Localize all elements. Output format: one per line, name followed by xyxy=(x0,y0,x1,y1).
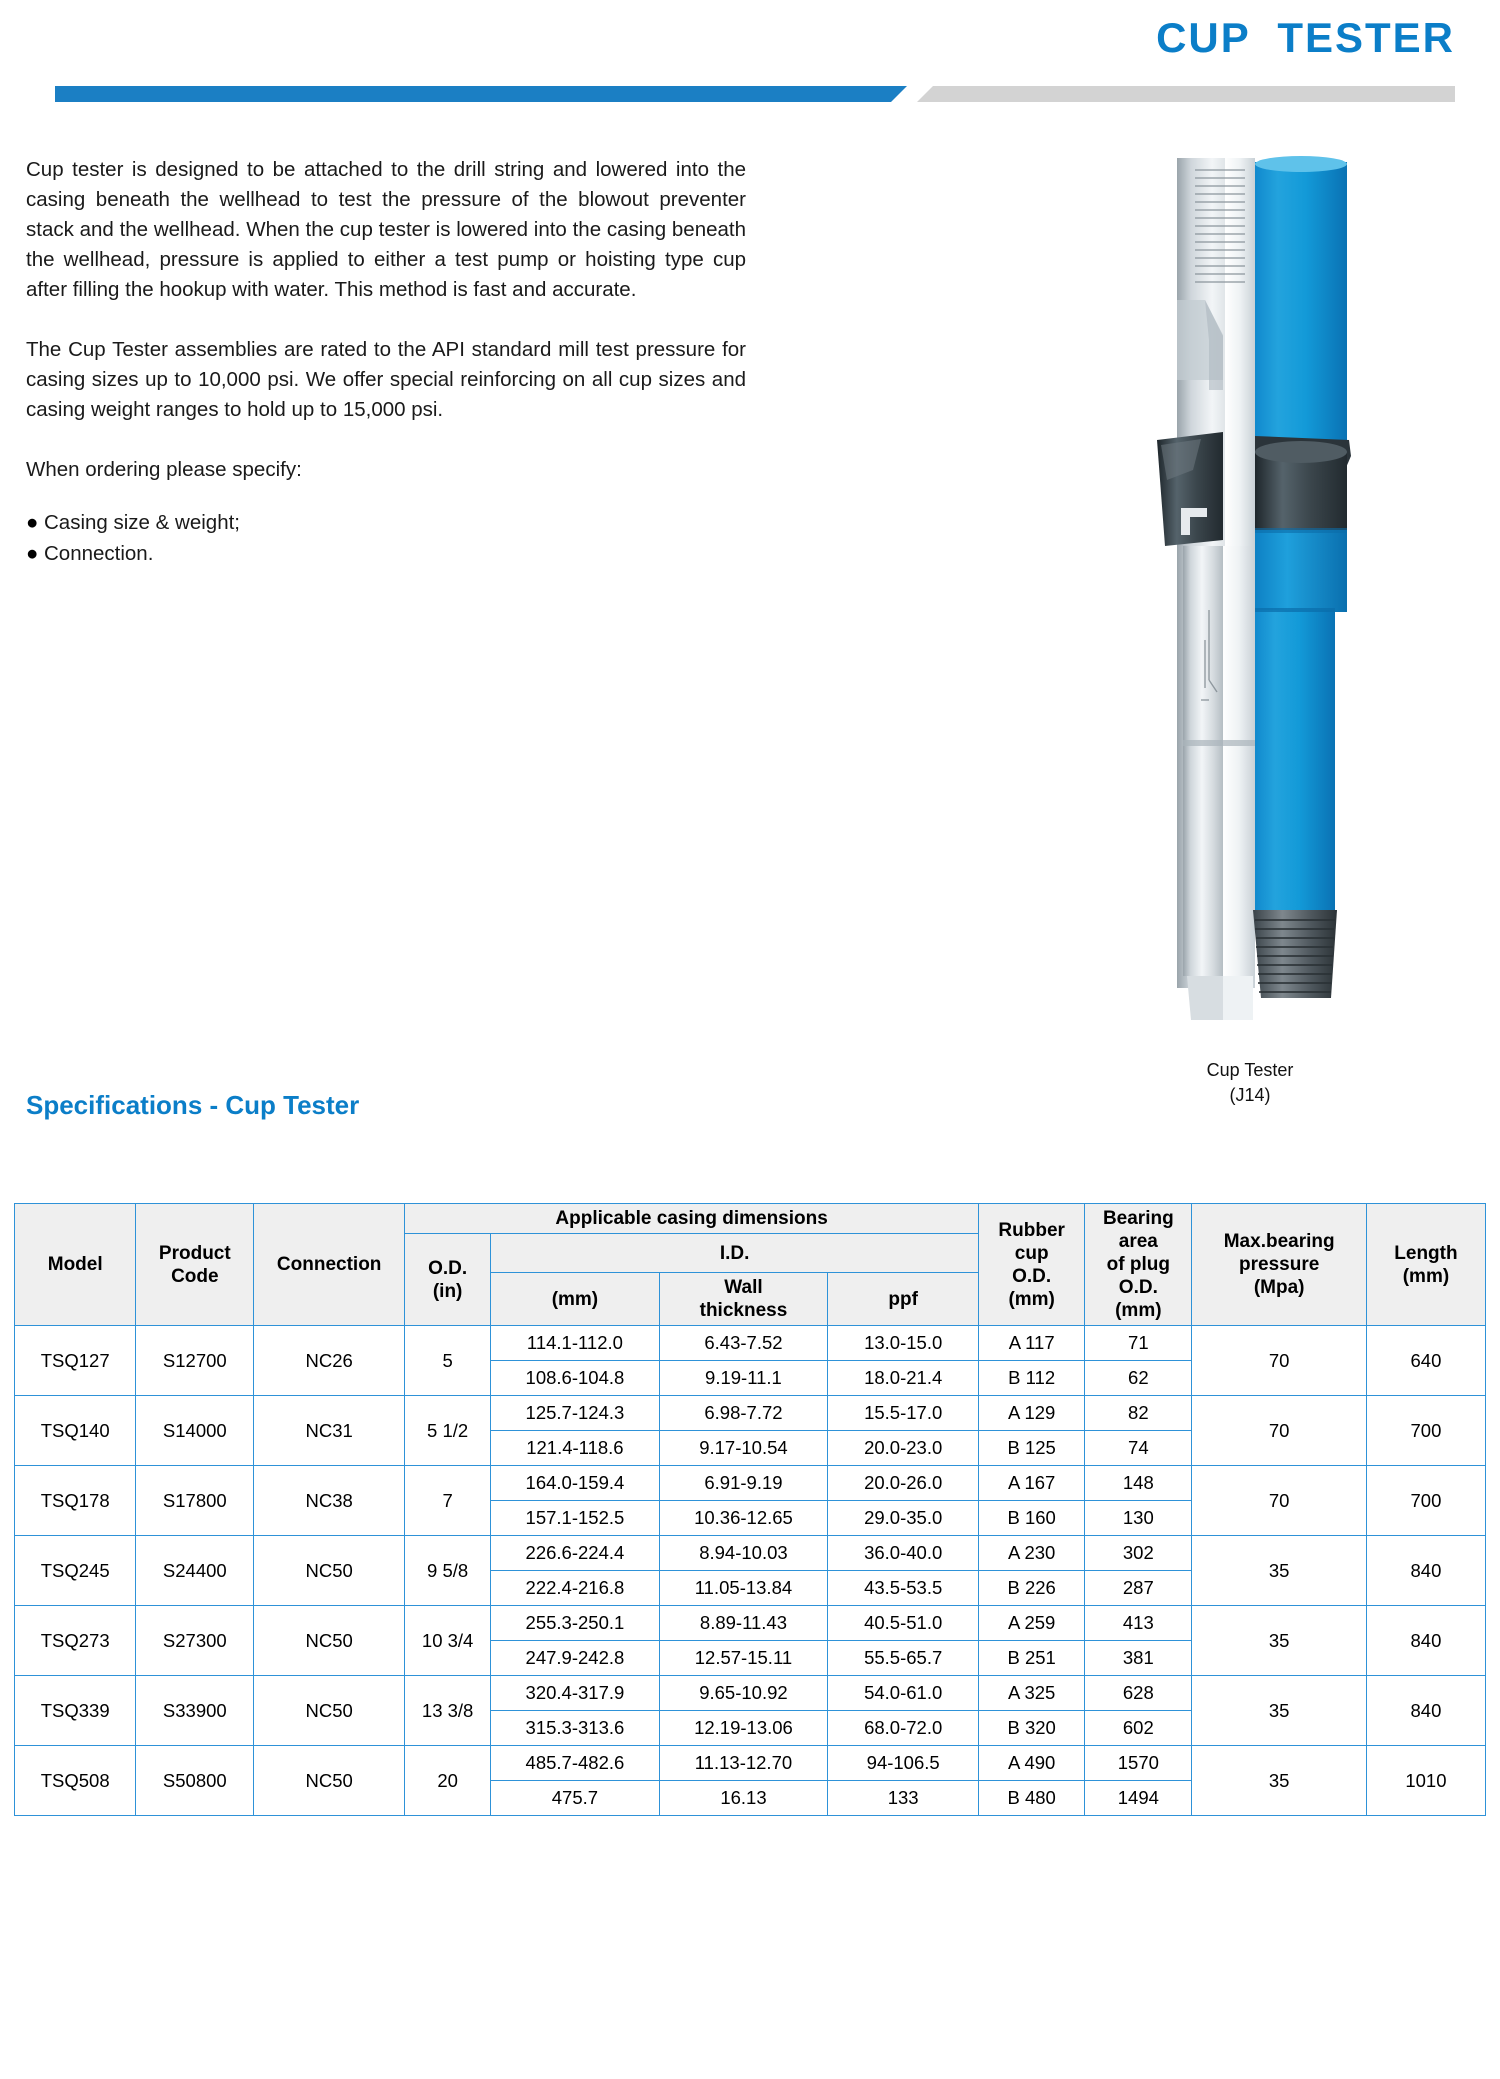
cell-casing-od: 10 3/4 xyxy=(405,1606,491,1676)
ordering-instructions-label: When ordering please specify: xyxy=(26,458,302,481)
cup-tester-illustration xyxy=(1105,140,1395,1050)
figure-caption xyxy=(1105,1058,1395,1108)
cell-connection: NC31 xyxy=(254,1396,405,1466)
column-header-rubber-cup-line3: O.D. xyxy=(1012,1265,1052,1287)
cell-model: TSQ178 xyxy=(15,1466,136,1536)
list-item-label: Casing size & weight; xyxy=(44,511,240,534)
column-header-casing-id: I.D. xyxy=(491,1234,979,1273)
column-header-rubber-cup-od xyxy=(979,1204,1085,1326)
column-header-max-bearing-pressure xyxy=(1192,1204,1366,1326)
cell-rubber-cup-od: B 480 xyxy=(979,1781,1085,1816)
cell-bearing-area: 628 xyxy=(1085,1676,1192,1711)
cell-wall-thickness: 6.43-7.52 xyxy=(659,1326,828,1361)
cell-casing-id-mm: 475.7 xyxy=(491,1781,660,1816)
cell-max-bearing-pressure: 35 xyxy=(1192,1536,1366,1606)
column-header-bearing-area-of-plug-od xyxy=(1085,1204,1192,1326)
column-header-rubber-cup-line1: Rubber xyxy=(998,1219,1065,1241)
cell-rubber-cup-od: A 167 xyxy=(979,1466,1085,1501)
table-header xyxy=(15,1204,1486,1326)
cell-max-bearing-pressure: 35 xyxy=(1192,1676,1366,1746)
cell-bearing-area: 413 xyxy=(1085,1606,1192,1641)
list-item xyxy=(26,538,746,569)
cell-rubber-cup-od: B 320 xyxy=(979,1711,1085,1746)
column-header-length xyxy=(1366,1204,1485,1326)
cell-ppf: 40.5-51.0 xyxy=(828,1606,979,1641)
cell-ppf: 43.5-53.5 xyxy=(828,1571,979,1606)
table-row xyxy=(15,1466,1486,1501)
cell-wall-thickness: 16.13 xyxy=(659,1781,828,1816)
column-header-wall-line1: Wall xyxy=(724,1277,763,1298)
cell-rubber-cup-od: B 226 xyxy=(979,1571,1085,1606)
cell-casing-id-mm: 226.6-224.4 xyxy=(491,1536,660,1571)
cell-product-code: S27300 xyxy=(136,1606,254,1676)
figure-caption-line1: Cup Tester xyxy=(1206,1060,1294,1080)
table-row xyxy=(15,1746,1486,1781)
column-header-casing-od xyxy=(405,1234,491,1326)
cell-casing-id-mm: 255.3-250.1 xyxy=(491,1606,660,1641)
column-header-connection: Connection xyxy=(254,1204,405,1326)
column-header-product-code-line1: Product xyxy=(158,1242,231,1264)
cell-wall-thickness: 11.13-12.70 xyxy=(659,1746,828,1781)
specifications-table-container xyxy=(14,1203,1486,1816)
cell-ppf: 29.0-35.0 xyxy=(828,1501,979,1536)
list-item-label: Connection. xyxy=(44,542,154,565)
cell-ppf: 36.0-40.0 xyxy=(828,1536,979,1571)
cell-casing-od: 9 5/8 xyxy=(405,1536,491,1606)
cell-model: TSQ273 xyxy=(15,1606,136,1676)
cell-ppf: 55.5-65.7 xyxy=(828,1641,979,1676)
ordering-bullet-list xyxy=(26,507,746,569)
cell-max-bearing-pressure: 35 xyxy=(1192,1746,1366,1816)
cell-wall-thickness: 9.65-10.92 xyxy=(659,1676,828,1711)
cell-casing-od: 20 xyxy=(405,1746,491,1816)
cell-wall-thickness: 9.17-10.54 xyxy=(659,1431,828,1466)
bullet-icon: ● xyxy=(26,542,39,565)
cell-casing-id-mm: 222.4-216.8 xyxy=(491,1571,660,1606)
figure-caption-line2: (J14) xyxy=(1229,1085,1271,1105)
cell-ppf: 15.5-17.0 xyxy=(828,1396,979,1431)
cell-casing-id-mm: 485.7-482.6 xyxy=(491,1746,660,1781)
cell-ppf: 20.0-23.0 xyxy=(828,1431,979,1466)
cell-rubber-cup-od: A 230 xyxy=(979,1536,1085,1571)
column-header-maxp-line2: pressure xyxy=(1239,1254,1320,1275)
cell-ppf: 68.0-72.0 xyxy=(828,1711,979,1746)
column-header-bearing-line3: of plug xyxy=(1106,1254,1170,1275)
product-figure xyxy=(1105,140,1395,1105)
cell-length: 840 xyxy=(1366,1536,1485,1606)
cell-length: 700 xyxy=(1366,1466,1485,1536)
table-row xyxy=(15,1396,1486,1431)
intro-text-block xyxy=(26,155,746,569)
cell-model: TSQ245 xyxy=(15,1536,136,1606)
column-header-applicable-casing-dimensions: Applicable casing dimensions xyxy=(405,1204,979,1234)
cell-bearing-area: 1494 xyxy=(1085,1781,1192,1816)
cell-model: TSQ140 xyxy=(15,1396,136,1466)
cell-ppf: 13.0-15.0 xyxy=(828,1326,979,1361)
column-header-wall-line2: thickness xyxy=(699,1300,788,1321)
cell-casing-od: 5 xyxy=(405,1326,491,1396)
cell-casing-id-mm: 125.7-124.3 xyxy=(491,1396,660,1431)
cell-bearing-area: 1570 xyxy=(1085,1746,1192,1781)
cell-max-bearing-pressure: 35 xyxy=(1192,1606,1366,1676)
cell-wall-thickness: 10.36-12.65 xyxy=(659,1501,828,1536)
cell-bearing-area: 62 xyxy=(1085,1361,1192,1396)
cell-model: TSQ508 xyxy=(15,1746,136,1816)
cell-wall-thickness: 12.57-15.11 xyxy=(659,1641,828,1676)
cell-max-bearing-pressure: 70 xyxy=(1192,1466,1366,1536)
cell-rubber-cup-od: A 490 xyxy=(979,1746,1085,1781)
cell-connection: NC50 xyxy=(254,1746,405,1816)
column-header-bearing-line4: O.D. xyxy=(1118,1277,1158,1298)
cell-length: 640 xyxy=(1366,1326,1485,1396)
cell-model: TSQ339 xyxy=(15,1676,136,1746)
cell-casing-id-mm: 114.1-112.0 xyxy=(491,1326,660,1361)
cell-bearing-area: 82 xyxy=(1085,1396,1192,1431)
cell-wall-thickness: 11.05-13.84 xyxy=(659,1571,828,1606)
table-header-row-1 xyxy=(15,1204,1486,1234)
table-row xyxy=(15,1536,1486,1571)
cell-ppf: 54.0-61.0 xyxy=(828,1676,979,1711)
cell-casing-id-mm: 157.1-152.5 xyxy=(491,1501,660,1536)
column-header-id-mm: (mm) xyxy=(491,1273,660,1326)
intro-paragraph-1: Cup tester is designed to be attached to the drill string and lowered into the casing beneath the wellhead to test the pressure of the blowout preventer stack and the wellhead. When the cup tester is lowered into the casing beneath the wellhead, pressure is applied to either a test pump or hoisting type cup after filling the hookup with water. This method is fast and accurate. xyxy=(26,158,746,301)
page-title: CUP TESTER xyxy=(1156,14,1455,61)
column-header-maxp-line1: Max.bearing xyxy=(1223,1231,1335,1252)
cell-max-bearing-pressure: 70 xyxy=(1192,1326,1366,1396)
cell-rubber-cup-od: A 129 xyxy=(979,1396,1085,1431)
cell-bearing-area: 381 xyxy=(1085,1641,1192,1676)
table-body xyxy=(15,1326,1486,1816)
cell-bearing-area: 287 xyxy=(1085,1571,1192,1606)
cell-connection: NC50 xyxy=(254,1676,405,1746)
cell-casing-id-mm: 164.0-159.4 xyxy=(491,1466,660,1501)
column-header-bearing-line5: (mm) xyxy=(1115,1300,1162,1321)
cell-product-code: S14000 xyxy=(136,1396,254,1466)
column-header-bearing-line2: area xyxy=(1118,1231,1158,1252)
cell-ppf: 20.0-26.0 xyxy=(828,1466,979,1501)
header-divider-rule xyxy=(55,86,1455,102)
cell-length: 840 xyxy=(1366,1606,1485,1676)
cell-rubber-cup-od: A 325 xyxy=(979,1676,1085,1711)
cell-bearing-area: 148 xyxy=(1085,1466,1192,1501)
cell-wall-thickness: 6.98-7.72 xyxy=(659,1396,828,1431)
cell-max-bearing-pressure: 70 xyxy=(1192,1396,1366,1466)
cell-product-code: S33900 xyxy=(136,1676,254,1746)
cell-ppf: 133 xyxy=(828,1781,979,1816)
column-header-length-line2: (mm) xyxy=(1402,1265,1450,1287)
cell-connection: NC38 xyxy=(254,1466,405,1536)
column-header-rubber-cup-line2: cup xyxy=(1014,1242,1049,1264)
specifications-heading: Specifications - Cup Tester xyxy=(26,1090,360,1120)
cell-rubber-cup-od: A 259 xyxy=(979,1606,1085,1641)
specifications-table xyxy=(14,1203,1486,1816)
column-header-od-line2: (in) xyxy=(432,1280,463,1302)
bullet-icon: ● xyxy=(26,511,39,534)
cell-connection: NC50 xyxy=(254,1606,405,1676)
cell-rubber-cup-od: B 160 xyxy=(979,1501,1085,1536)
cell-connection: NC50 xyxy=(254,1536,405,1606)
column-header-wall-thickness xyxy=(659,1273,828,1326)
column-header-rubber-cup-line4: (mm) xyxy=(1008,1288,1055,1310)
list-item xyxy=(26,507,746,538)
column-header-maxp-line3: (Mpa) xyxy=(1253,1277,1305,1298)
cell-casing-id-mm: 121.4-118.6 xyxy=(491,1431,660,1466)
cell-rubber-cup-od: A 117 xyxy=(979,1326,1085,1361)
cell-length: 700 xyxy=(1366,1396,1485,1466)
intro-paragraph-2: The Cup Tester assemblies are rated to the API standard mill test pressure for casing sizes up to 10,000 psi. We offer special reinforcing on all cup sizes and casing weight ranges to hold up to 15,000 psi. xyxy=(26,338,746,421)
cell-bearing-area: 71 xyxy=(1085,1326,1192,1361)
header-rule-blue-segment xyxy=(55,86,907,102)
cell-casing-od: 7 xyxy=(405,1466,491,1536)
cell-product-code: S50800 xyxy=(136,1746,254,1816)
cell-casing-id-mm: 108.6-104.8 xyxy=(491,1361,660,1396)
cell-connection: NC26 xyxy=(254,1326,405,1396)
cell-ppf: 18.0-21.4 xyxy=(828,1361,979,1396)
table-row xyxy=(15,1606,1486,1641)
cell-bearing-area: 74 xyxy=(1085,1431,1192,1466)
column-header-bearing-line1: Bearing xyxy=(1102,1208,1174,1229)
table-row xyxy=(15,1676,1486,1711)
cell-rubber-cup-od: B 125 xyxy=(979,1431,1085,1466)
cell-product-code: S17800 xyxy=(136,1466,254,1536)
cell-product-code: S12700 xyxy=(136,1326,254,1396)
cell-model: TSQ127 xyxy=(15,1326,136,1396)
column-header-od-line1: O.D. xyxy=(428,1257,468,1279)
column-header-product-code-line2: Code xyxy=(171,1265,219,1287)
cell-length: 1010 xyxy=(1366,1746,1485,1816)
cell-wall-thickness: 8.94-10.03 xyxy=(659,1536,828,1571)
cell-length: 840 xyxy=(1366,1676,1485,1746)
cell-wall-thickness: 8.89-11.43 xyxy=(659,1606,828,1641)
page-header xyxy=(0,0,1500,110)
cell-casing-od: 13 3/8 xyxy=(405,1676,491,1746)
cell-bearing-area: 302 xyxy=(1085,1536,1192,1571)
cell-casing-id-mm: 320.4-317.9 xyxy=(491,1676,660,1711)
cell-product-code: S24400 xyxy=(136,1536,254,1606)
table-row xyxy=(15,1326,1486,1361)
cell-casing-id-mm: 315.3-313.6 xyxy=(491,1711,660,1746)
cell-bearing-area: 130 xyxy=(1085,1501,1192,1536)
cell-casing-od: 5 1/2 xyxy=(405,1396,491,1466)
cell-rubber-cup-od: B 112 xyxy=(979,1361,1085,1396)
cell-wall-thickness: 9.19-11.1 xyxy=(659,1361,828,1396)
cell-rubber-cup-od: B 251 xyxy=(979,1641,1085,1676)
column-header-length-line1: Length xyxy=(1394,1242,1458,1264)
cell-ppf: 94-106.5 xyxy=(828,1746,979,1781)
column-header-product-code xyxy=(136,1204,254,1326)
column-header-ppf: ppf xyxy=(828,1273,979,1326)
cell-casing-id-mm: 247.9-242.8 xyxy=(491,1641,660,1676)
cell-wall-thickness: 6.91-9.19 xyxy=(659,1466,828,1501)
cell-bearing-area: 602 xyxy=(1085,1711,1192,1746)
column-header-model: Model xyxy=(15,1204,136,1326)
cell-wall-thickness: 12.19-13.06 xyxy=(659,1711,828,1746)
header-rule-grey-segment xyxy=(917,86,1455,102)
